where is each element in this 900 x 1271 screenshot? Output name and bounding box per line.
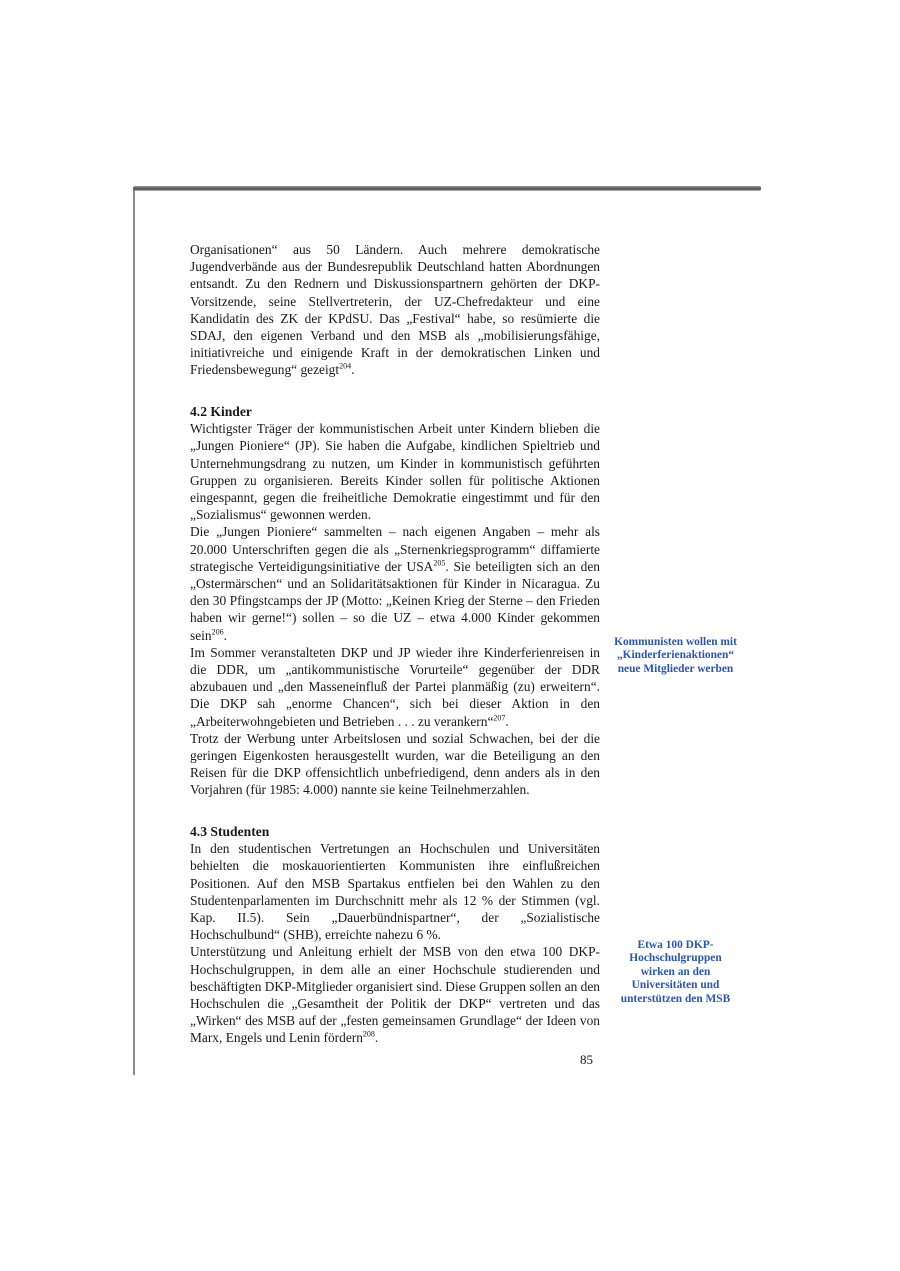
section-heading-studenten: 4.3 Studenten [190,824,270,839]
margin-note-hochschulgruppen: Etwa 100 DKP-Hochschulgruppen wirken an den Universitäten und unterstützen den MSB [620,939,731,1005]
text: Im Sommer veranstalteten DKP und JP wieder ihre Kinderferienreisen in die DDR, um „antikommunistische Vorurteile“ gegenüber der DDR abzubauen und „den Masseneinfluß der Partei planmäßig (zu) erweitern“. Die DKP sah „enorme Chancen“, sich bei dieser Aktion in den „Arbeiterwohngebieten und Betrieben . . . zu verankern“ [190,644,600,729]
intro-end: . [351,362,355,378]
section-studenten [190,823,600,1047]
left-rule [133,190,135,1075]
section-heading-kinder: 4.2 Kinder [190,404,252,419]
intro-text: Organisationen“ aus 50 Ländern. Auch mehrere demokratische Jugendverbände aus der Bundesrepublik Deutschland hatten Abordnungen entsandt. Zu den Rednern und Diskussionspartnern gehörten der DKP-Vorsitzende, seine Stellvertreterin, der UZ-Chefredakteur und eine Kandidatin des ZK der KPdSU. Das „Festival“ habe, so resümierte die SDAJ, den eigenen Verband und den MSB als „mobilisierungsfähige, initiativreiche und einigende Kraft in der demokratischen Linken und Friedensbewegung“ gezeigt [190,242,600,378]
footnote-ref: 204 [339,361,352,371]
paragraph [190,644,600,730]
intro-paragraph [190,241,600,379]
margin-note-kinderferien: Kommunisten wollen mit „Kinderferienaktionen“ neue Mitglieder werben [614,636,737,675]
paragraph: Wichtigster Träger der kommunistischen Arbeit unter Kindern blieben die „Jungen Pioniere“ (JP). Sie haben die Aufgabe, kindlichen Spieltrieb und Unternehmungsdrang zu nutzen, um Kinder in kommunistisch geführten Gruppen zu organisieren. Bereits Kinder sollen für politische Aktionen eingespannt, gegen die freiheitliche Demokratie eingestimmt und für den „Sozialismus“ gewonnen werden. [190,421,600,523]
text: . [223,627,227,643]
text: Unterstützung und Anleitung erhielt der MSB von den etwa 100 DKP-Hochschulgruppen, in dem alle an einer Hochschule studierenden und beschäftigten DKP-Mitglieder organisiert sind. Diese Gruppen sollen an den Hochschulen die „Gesamtheit der Politik der DKP“ vertreten und das „Wirken“ des MSB auf der „festen gemeinsamen Grundlage“ der Ideen von Marx, Engels und Lenin fördern [190,944,600,1046]
paragraph [190,943,600,1046]
top-rule [133,186,761,191]
text: Die „Jungen Pioniere“ sammelten – nach eigenen Angaben – mehr als 20.000 Unterschriften gegen die als „Sternenkriegsprogramm“ diffamierte strategische Verteidigungsinitiative der USA [190,524,600,574]
paragraph: Trotz der Werbung unter Arbeitslosen und sozial Schwachen, bei der die geringen Eigenkosten herausgestellt wurden, war die Beteiligung an den Reisen für die DKP offensichtlich unbefriedigend, denn anders als in den Vorjahren (für 1985: 4.000) nannte sie keine Teilnehmerzahlen. [190,730,600,798]
footnote-ref: 208 [362,1029,375,1039]
footnote-ref: 207 [493,713,506,723]
text: . [505,713,509,729]
text: . [374,1030,379,1046]
footnote-ref: 205 [433,558,446,568]
footnote-ref: 206 [211,627,224,637]
paragraph [190,523,600,643]
text: . Sie beteiligten sich an den „Ostermärschen“ und an Solidaritätsaktionen für Kinder in Nicaragua. Zu den 30 Pfingstcamps der JP (Motto: „Keinen Krieg der Sterne – den Frieden haben wir gerne!“) sollen – so die UZ – etwa 4.000 Kinder gekommen sein [190,558,600,643]
page-number: 85 [580,1052,593,1067]
section-kinder [190,403,600,799]
paragraph: In den studentischen Vertretungen an Hochschulen und Universitäten behielten die moskauorientierten Kommunisten ihre einflußreichen Positionen. Auf den MSB Spartakus entfielen bei den Wahlen zu den Studentenparlamenten im Durchschnitt mehr als 12 % der Stimmen (vgl. Kap. II.5). Sein „Dauerbündnispartner“, der „Sozialistische Hochschulbund“ (SHB), erreichte nahezu 6 %. [190,841,600,943]
